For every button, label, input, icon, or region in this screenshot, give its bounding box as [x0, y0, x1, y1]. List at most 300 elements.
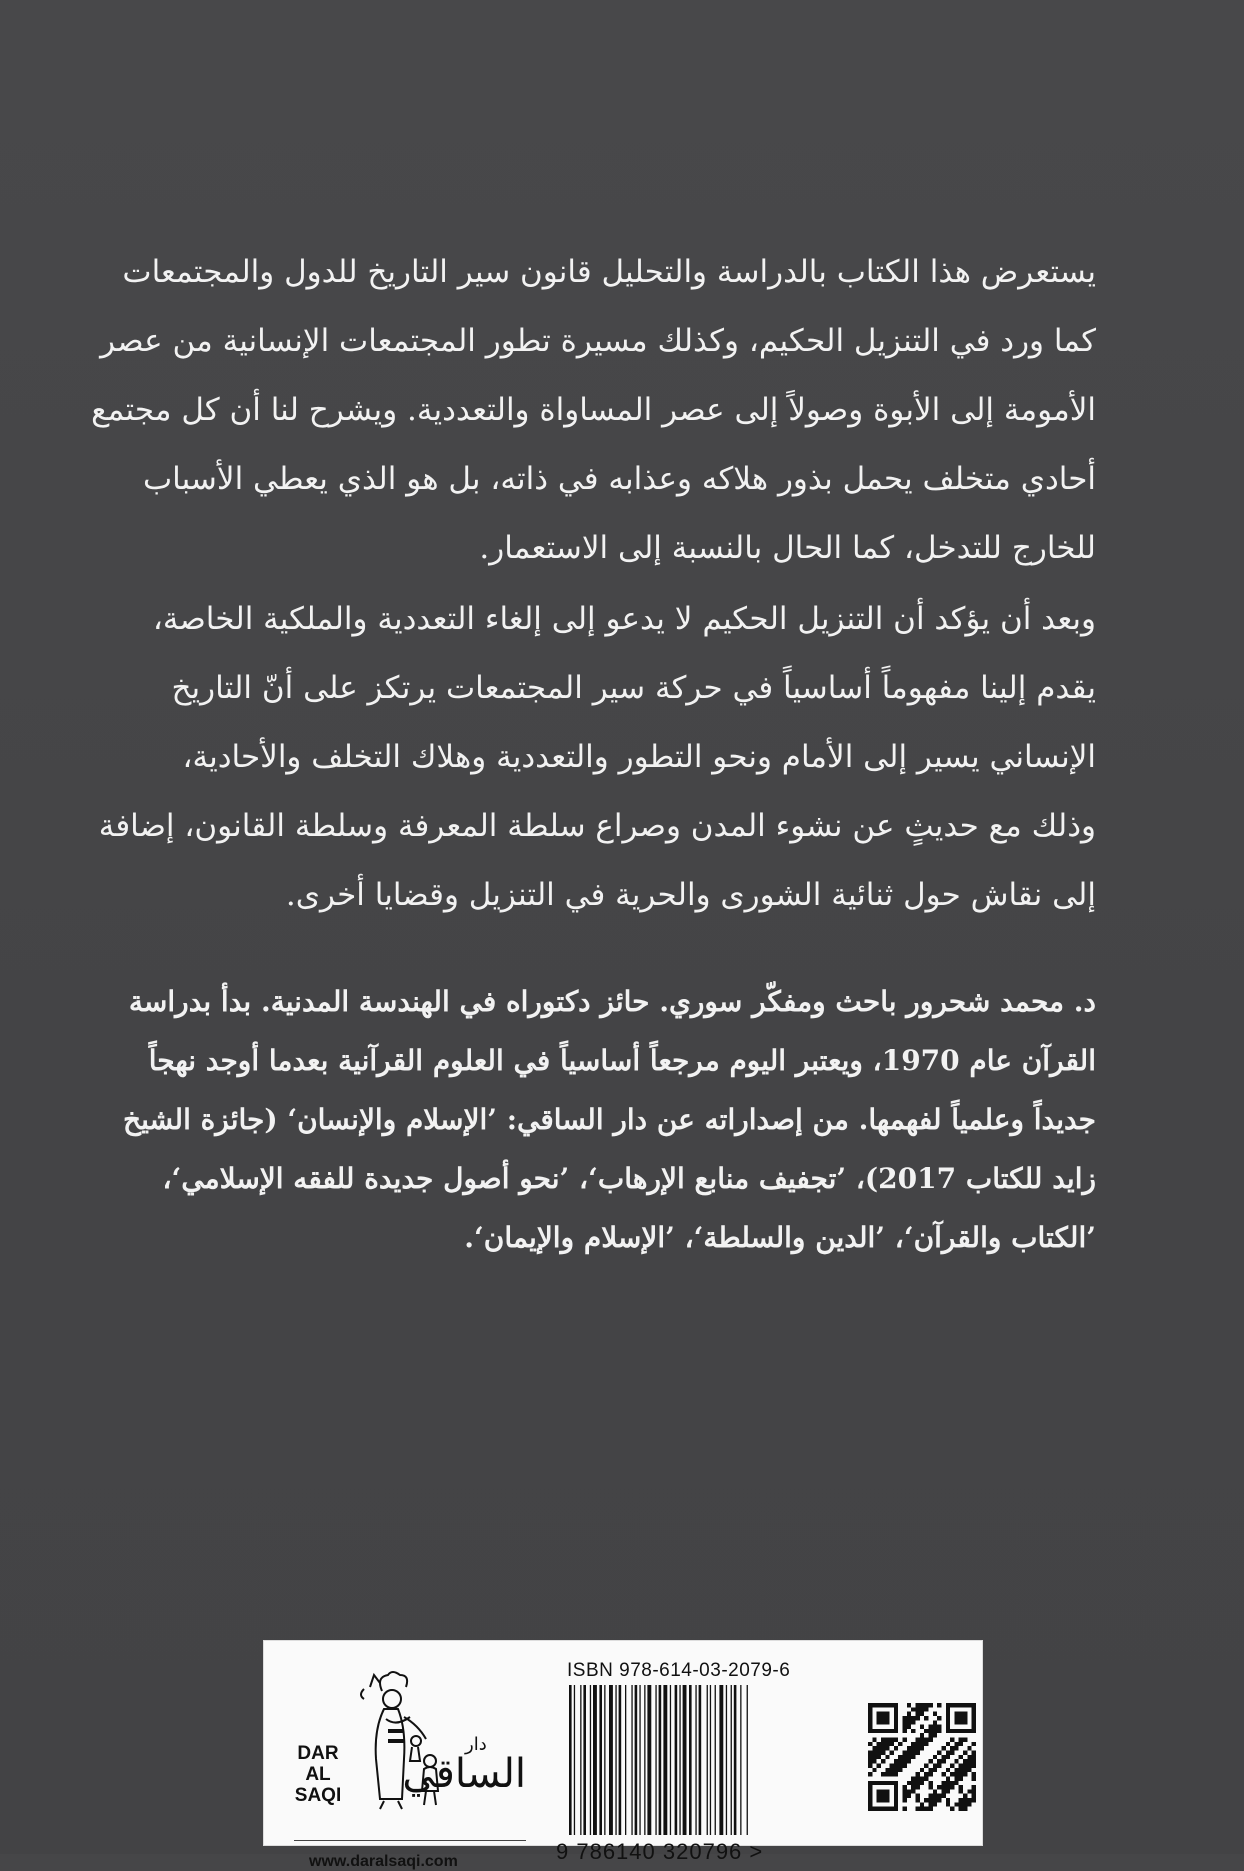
author-bio-line: زايد للكتاب 2017)، ’تجفيف منابع الإرهاب‘، ’نحو أصول جديدة للفقه الإسلامي‘،	[162, 1162, 1096, 1195]
qr-module	[928, 1807, 932, 1811]
barcode-bar	[740, 1685, 741, 1835]
qr-module	[911, 1707, 915, 1711]
qr-module	[963, 1751, 967, 1755]
qr-module	[967, 1755, 971, 1759]
qr-module	[928, 1781, 932, 1785]
qr-module	[881, 1759, 885, 1763]
barcode-icon	[569, 1685, 805, 1835]
barcode-bar	[599, 1685, 602, 1835]
barcode-bar	[619, 1685, 622, 1835]
qr-module	[877, 1712, 890, 1725]
qr-module	[928, 1703, 932, 1707]
qr-module	[963, 1807, 967, 1811]
barcode-bar	[726, 1685, 727, 1835]
qr-module	[933, 1798, 937, 1802]
qr-module	[911, 1751, 915, 1755]
qr-module	[907, 1789, 911, 1793]
qr-module	[903, 1751, 907, 1755]
qr-module	[941, 1772, 945, 1776]
qr-module	[911, 1776, 915, 1780]
qr-module	[924, 1798, 928, 1802]
qr-module	[933, 1763, 937, 1767]
barcode-digits: 9 786140 320796 >	[556, 1839, 764, 1864]
qr-module	[916, 1707, 920, 1711]
qr-module	[924, 1763, 928, 1767]
barcode-bar	[747, 1685, 748, 1835]
qr-module	[937, 1798, 941, 1802]
qr-module	[941, 1794, 945, 1798]
qr-module	[959, 1768, 963, 1772]
qr-module	[941, 1746, 945, 1750]
qr-module	[868, 1759, 872, 1763]
qr-module	[928, 1759, 932, 1763]
qr-module	[920, 1802, 924, 1806]
qr-module	[868, 1781, 898, 1785]
qr-module	[903, 1755, 907, 1759]
qr-module	[920, 1807, 924, 1811]
qr-module	[903, 1785, 907, 1789]
qr-module	[894, 1703, 898, 1733]
qr-module	[954, 1776, 958, 1780]
blurb-paragraph-2	[98, 585, 1096, 930]
qr-module	[963, 1802, 967, 1806]
qr-module	[907, 1781, 911, 1785]
qr-module	[872, 1759, 876, 1763]
qr-module	[941, 1759, 945, 1763]
qr-module	[916, 1794, 920, 1798]
barcode-bar	[635, 1685, 638, 1835]
qr-module	[868, 1703, 898, 1707]
qr-module	[920, 1725, 924, 1729]
qr-module	[872, 1768, 876, 1772]
qr-module	[924, 1742, 928, 1746]
qr-module	[877, 1755, 881, 1759]
qr-module	[959, 1772, 963, 1776]
qr-module	[963, 1759, 967, 1763]
publisher-name-line-2: AL SAQI	[294, 1764, 342, 1806]
qr-module	[972, 1751, 976, 1755]
author-bio-line: القرآن عام 1970، ويعتبر اليوم مرجعاً أساسياً في العلوم القرآنية بعدما أوجد نهجاً	[148, 1044, 1096, 1077]
qr-module	[890, 1751, 894, 1755]
qr-module	[946, 1742, 950, 1746]
qr-module	[928, 1772, 932, 1776]
qr-module	[972, 1794, 976, 1798]
qr-module	[972, 1789, 976, 1793]
qr-module	[946, 1751, 950, 1755]
qr-module	[903, 1720, 907, 1724]
qr-module	[967, 1763, 971, 1767]
qr-module	[911, 1729, 915, 1733]
barcode-bar	[663, 1685, 667, 1835]
qr-module	[898, 1768, 902, 1772]
qr-module	[894, 1781, 898, 1811]
barcode-bar	[689, 1685, 692, 1835]
qr-module	[941, 1755, 945, 1759]
qr-module	[920, 1703, 924, 1707]
qr-module	[933, 1720, 937, 1724]
barcode-bar	[731, 1685, 732, 1835]
qr-module	[954, 1802, 958, 1806]
qr-module	[916, 1751, 920, 1755]
qr-module	[890, 1772, 894, 1776]
barcode-bar	[609, 1685, 613, 1835]
barcode-bar	[679, 1685, 680, 1835]
blurb-line: للخارج للتدخل، كما الحال بالنسبة إلى الاستعمار.	[479, 530, 1096, 566]
qr-module	[937, 1729, 941, 1733]
qr-module	[972, 1759, 976, 1763]
qr-module	[933, 1725, 937, 1729]
qr-module	[911, 1720, 915, 1724]
qr-module	[907, 1751, 911, 1755]
qr-module	[972, 1763, 976, 1767]
qr-module	[911, 1746, 915, 1750]
qr-module	[950, 1746, 954, 1750]
qr-module	[868, 1763, 872, 1767]
qr-module	[933, 1768, 937, 1772]
qr-module	[903, 1725, 907, 1729]
qr-module	[954, 1759, 958, 1763]
qr-module	[894, 1759, 898, 1763]
qr-module	[946, 1802, 950, 1806]
qr-module	[937, 1725, 941, 1729]
isbn-text: ISBN 978-614-03-2079-6	[567, 1660, 791, 1681]
qr-module	[868, 1755, 872, 1759]
qr-module	[937, 1703, 941, 1707]
qr-module	[907, 1746, 911, 1750]
qr-module	[916, 1703, 920, 1707]
qr-module	[937, 1759, 941, 1763]
barcode-bar	[695, 1685, 696, 1835]
qr-module	[868, 1742, 872, 1746]
qr-module	[933, 1729, 937, 1733]
qr-module	[959, 1789, 963, 1793]
barcode-bar	[699, 1685, 702, 1835]
qr-module	[924, 1738, 928, 1742]
qr-module	[972, 1703, 976, 1733]
qr-module	[907, 1703, 911, 1707]
qr-module	[868, 1772, 872, 1776]
qr-module	[928, 1794, 932, 1798]
qr-module	[924, 1703, 928, 1707]
qr-module	[868, 1807, 898, 1811]
qr-module	[946, 1703, 976, 1707]
qr-module	[924, 1729, 928, 1733]
qr-module	[881, 1742, 885, 1746]
qr-module	[885, 1746, 889, 1750]
qr-module	[950, 1763, 954, 1767]
qr-module	[907, 1759, 911, 1763]
barcode-bar	[715, 1685, 716, 1835]
author-bio-line: ’الكتاب والقرآن‘، ’الدين والسلطة‘، ’الإسلام والإيمان‘.	[464, 1221, 1096, 1254]
qr-module	[903, 1716, 907, 1720]
barcode-bar	[615, 1685, 616, 1835]
qr-module	[916, 1716, 920, 1720]
barcode-bar	[639, 1685, 640, 1835]
qr-module	[941, 1789, 945, 1793]
qr-module	[907, 1716, 911, 1720]
qr-module	[877, 1742, 881, 1746]
qr-module	[972, 1742, 976, 1746]
qr-module	[920, 1707, 924, 1711]
qr-module	[954, 1742, 958, 1746]
barcode-bar	[710, 1685, 711, 1835]
barcode-bar	[590, 1685, 591, 1835]
qr-module	[903, 1794, 907, 1798]
barcode-bar	[655, 1685, 656, 1835]
qr-module	[963, 1763, 967, 1767]
qr-module	[933, 1755, 937, 1759]
qr-module	[959, 1742, 963, 1746]
qr-module	[928, 1802, 932, 1806]
qr-module	[903, 1759, 907, 1763]
qr-module	[920, 1746, 924, 1750]
qr-module	[920, 1712, 924, 1716]
qr-module	[954, 1746, 958, 1750]
qr-module	[894, 1738, 898, 1742]
qr-module	[911, 1716, 915, 1720]
qr-module	[959, 1776, 963, 1780]
qr-module	[941, 1781, 945, 1785]
publisher-website: www.daralsaqi.com	[309, 1853, 458, 1870]
qr-module	[946, 1785, 950, 1789]
qr-module	[941, 1785, 945, 1789]
qr-module	[959, 1807, 963, 1811]
qr-module	[903, 1729, 907, 1733]
blurb-line: وبعد أن يؤكد أن التنزيل الحكيم لا يدعو إلى إلغاء التعددية والملكية الخاصة،	[152, 601, 1096, 637]
qr-module	[967, 1789, 971, 1793]
qr-module	[933, 1733, 937, 1737]
qr-module	[877, 1763, 881, 1767]
qr-module	[898, 1759, 902, 1763]
qr-module	[972, 1798, 976, 1802]
qr-module	[937, 1751, 941, 1755]
qr-module	[916, 1738, 920, 1742]
barcode-bar	[670, 1685, 671, 1835]
qr-module	[928, 1785, 932, 1789]
qr-module	[937, 1785, 941, 1789]
qr-code-icon	[868, 1703, 976, 1811]
barcode-bar	[583, 1685, 586, 1835]
qr-module	[967, 1798, 971, 1802]
qr-module	[967, 1768, 971, 1772]
barcode-bar	[644, 1685, 645, 1835]
qr-module	[894, 1746, 898, 1750]
qr-module	[937, 1763, 941, 1767]
qr-module	[907, 1755, 911, 1759]
qr-module	[963, 1772, 967, 1776]
publisher-name-line-1: DAR	[297, 1743, 339, 1764]
qr-module	[920, 1738, 924, 1742]
qr-module	[903, 1807, 907, 1811]
qr-module	[916, 1781, 920, 1785]
qr-module	[894, 1768, 898, 1772]
blurb-line: كما ورد في التنزيل الحكيم، وكذلك مسيرة تطور المجتمعات الإنسانية من عصر	[100, 323, 1096, 359]
barcode-bar	[631, 1685, 632, 1835]
qr-module	[933, 1794, 937, 1798]
qr-module	[967, 1759, 971, 1763]
blurb-line: أحادي متخلف يحمل بذور هلاكه وعذابه في ذاته، بل هو الذي يعطي الأسباب	[142, 461, 1096, 497]
blurb-line: الأمومة إلى الأبوة وصولاً إلى عصر المساواة والتعددية. ويشرح لنا أن كل مجتمع	[91, 392, 1096, 428]
qr-module	[916, 1772, 920, 1776]
qr-module	[890, 1742, 894, 1746]
qr-module	[963, 1798, 967, 1802]
qr-module	[885, 1755, 889, 1759]
author-bio-line: جديداً وعلمياً لفهمها. من إصداراته عن دار الساقي: ’الإسلام والإنسان‘ (جائزة الشيخ	[123, 1103, 1096, 1136]
qr-module	[937, 1794, 941, 1798]
barcode-bar	[604, 1685, 605, 1835]
qr-module	[946, 1768, 950, 1772]
qr-module	[907, 1720, 911, 1724]
qr-module	[868, 1781, 872, 1811]
qr-module	[920, 1742, 924, 1746]
barcode-bar	[580, 1685, 581, 1835]
barcode-bar	[707, 1685, 708, 1835]
qr-module	[885, 1768, 889, 1772]
qr-module	[954, 1768, 958, 1772]
qr-module	[959, 1755, 963, 1759]
qr-module	[933, 1802, 937, 1806]
qr-module	[885, 1772, 889, 1776]
qr-module	[911, 1789, 915, 1793]
qr-module	[872, 1751, 876, 1755]
qr-module	[916, 1712, 920, 1716]
qr-module	[933, 1712, 937, 1716]
qr-module	[898, 1742, 902, 1746]
qr-module	[916, 1742, 920, 1746]
qr-module	[946, 1755, 950, 1759]
qr-module	[933, 1789, 937, 1793]
qr-module	[903, 1798, 907, 1802]
qr-module	[868, 1729, 898, 1733]
qr-module	[946, 1781, 950, 1785]
qr-module	[928, 1725, 932, 1729]
barcode-bar	[675, 1685, 678, 1835]
qr-module	[928, 1729, 932, 1733]
qr-module	[950, 1781, 954, 1785]
qr-module	[872, 1755, 876, 1759]
barcode-label	[263, 1640, 983, 1870]
qr-module	[946, 1776, 950, 1780]
qr-module	[967, 1746, 971, 1750]
qr-module	[894, 1763, 898, 1767]
blurb-line: وذلك مع حديثٍ عن نشوء المدن وصراع سلطة المعرفة وسلطة القانون، إضافة	[98, 808, 1096, 844]
qr-module	[928, 1768, 932, 1772]
qr-module	[950, 1785, 954, 1789]
qr-module	[972, 1785, 976, 1789]
blurb-paragraph-1	[91, 238, 1096, 583]
publisher-logo-arabic	[402, 1734, 526, 1811]
qr-module	[872, 1738, 876, 1742]
qr-module	[972, 1776, 976, 1780]
qr-module	[946, 1798, 950, 1802]
qr-module	[963, 1768, 967, 1772]
qr-module	[950, 1738, 954, 1742]
barcode-bar	[569, 1685, 572, 1835]
publisher-arabic-name: الساقي	[402, 1751, 526, 1797]
publisher-arabic-small: دار	[465, 1734, 487, 1755]
qr-module	[972, 1755, 976, 1759]
qr-module	[916, 1776, 920, 1780]
qr-module	[963, 1794, 967, 1798]
barcode-bar	[719, 1685, 723, 1835]
qr-module	[959, 1798, 963, 1802]
qr-module	[877, 1789, 890, 1802]
qr-module	[928, 1738, 932, 1742]
qr-module	[890, 1768, 894, 1772]
qr-module	[950, 1807, 954, 1811]
blurb-line: يقدم إلينا مفهوماً أساسياً في حركة سير المجتمعات يرتكز على أنّ التاريخ	[171, 670, 1096, 706]
blurb-line: الإنساني يسير إلى الأمام ونحو التطور والتعددية وهلاك التخلف والأحادية،	[182, 739, 1096, 775]
qr-module	[924, 1716, 928, 1720]
qr-module	[963, 1738, 967, 1742]
qr-module	[954, 1712, 967, 1725]
qr-module	[950, 1772, 954, 1776]
qr-module	[924, 1707, 928, 1711]
qr-module	[928, 1798, 932, 1802]
qr-module	[924, 1776, 928, 1780]
barcode-bar	[647, 1685, 651, 1835]
qr-module	[911, 1742, 915, 1746]
qr-module	[877, 1746, 881, 1750]
blurb-line: يستعرض هذا الكتاب بالدراسة والتحليل قانون سير التاريخ للدول والمجتمعات	[122, 254, 1096, 290]
author-bio	[123, 972, 1096, 1267]
qr-module	[881, 1738, 885, 1742]
qr-module	[911, 1755, 915, 1759]
barcode-bar	[734, 1685, 737, 1835]
author-bio-line: د. محمد شحرور باحث ومفكّر سوري. حائز دكتوراه في الهندسة المدنية. بدأ بدراسة	[128, 985, 1096, 1018]
qr-module	[920, 1733, 924, 1737]
qr-module	[885, 1742, 889, 1746]
qr-module	[916, 1746, 920, 1750]
qr-module	[946, 1703, 950, 1733]
blurb-line: إلى نقاش حول ثنائية الشورى والحرية في التنزيل وقضايا أخرى.	[285, 877, 1096, 913]
qr-module	[928, 1733, 932, 1737]
qr-module	[881, 1751, 885, 1755]
qr-module	[890, 1763, 894, 1767]
qr-module	[937, 1716, 941, 1720]
qr-module	[890, 1738, 894, 1742]
qr-module	[920, 1781, 924, 1785]
qr-module	[924, 1807, 928, 1811]
qr-module	[967, 1802, 971, 1806]
barcode-bar	[625, 1685, 626, 1835]
qr-module	[885, 1738, 889, 1742]
barcode-bar	[683, 1685, 687, 1835]
label-divider	[294, 1840, 526, 1841]
qr-module	[954, 1781, 958, 1785]
qr-module	[903, 1789, 907, 1793]
qr-module	[868, 1751, 872, 1755]
qr-module	[868, 1703, 872, 1733]
qr-module	[907, 1712, 911, 1716]
qr-module	[959, 1763, 963, 1767]
qr-module	[916, 1798, 920, 1802]
barcode-bar	[659, 1685, 662, 1835]
qr-module	[954, 1772, 958, 1776]
qr-module	[924, 1772, 928, 1776]
qr-module	[946, 1789, 950, 1793]
qr-module	[872, 1746, 876, 1750]
barcode-bar	[574, 1685, 575, 1835]
qr-module	[959, 1802, 963, 1806]
barcode-bar	[593, 1685, 597, 1835]
qr-module	[916, 1807, 920, 1811]
qr-module	[920, 1776, 924, 1780]
qr-module	[911, 1785, 915, 1789]
publisher-logo-latin	[286, 1743, 350, 1806]
qr-module	[881, 1772, 885, 1776]
qr-module	[903, 1763, 907, 1767]
